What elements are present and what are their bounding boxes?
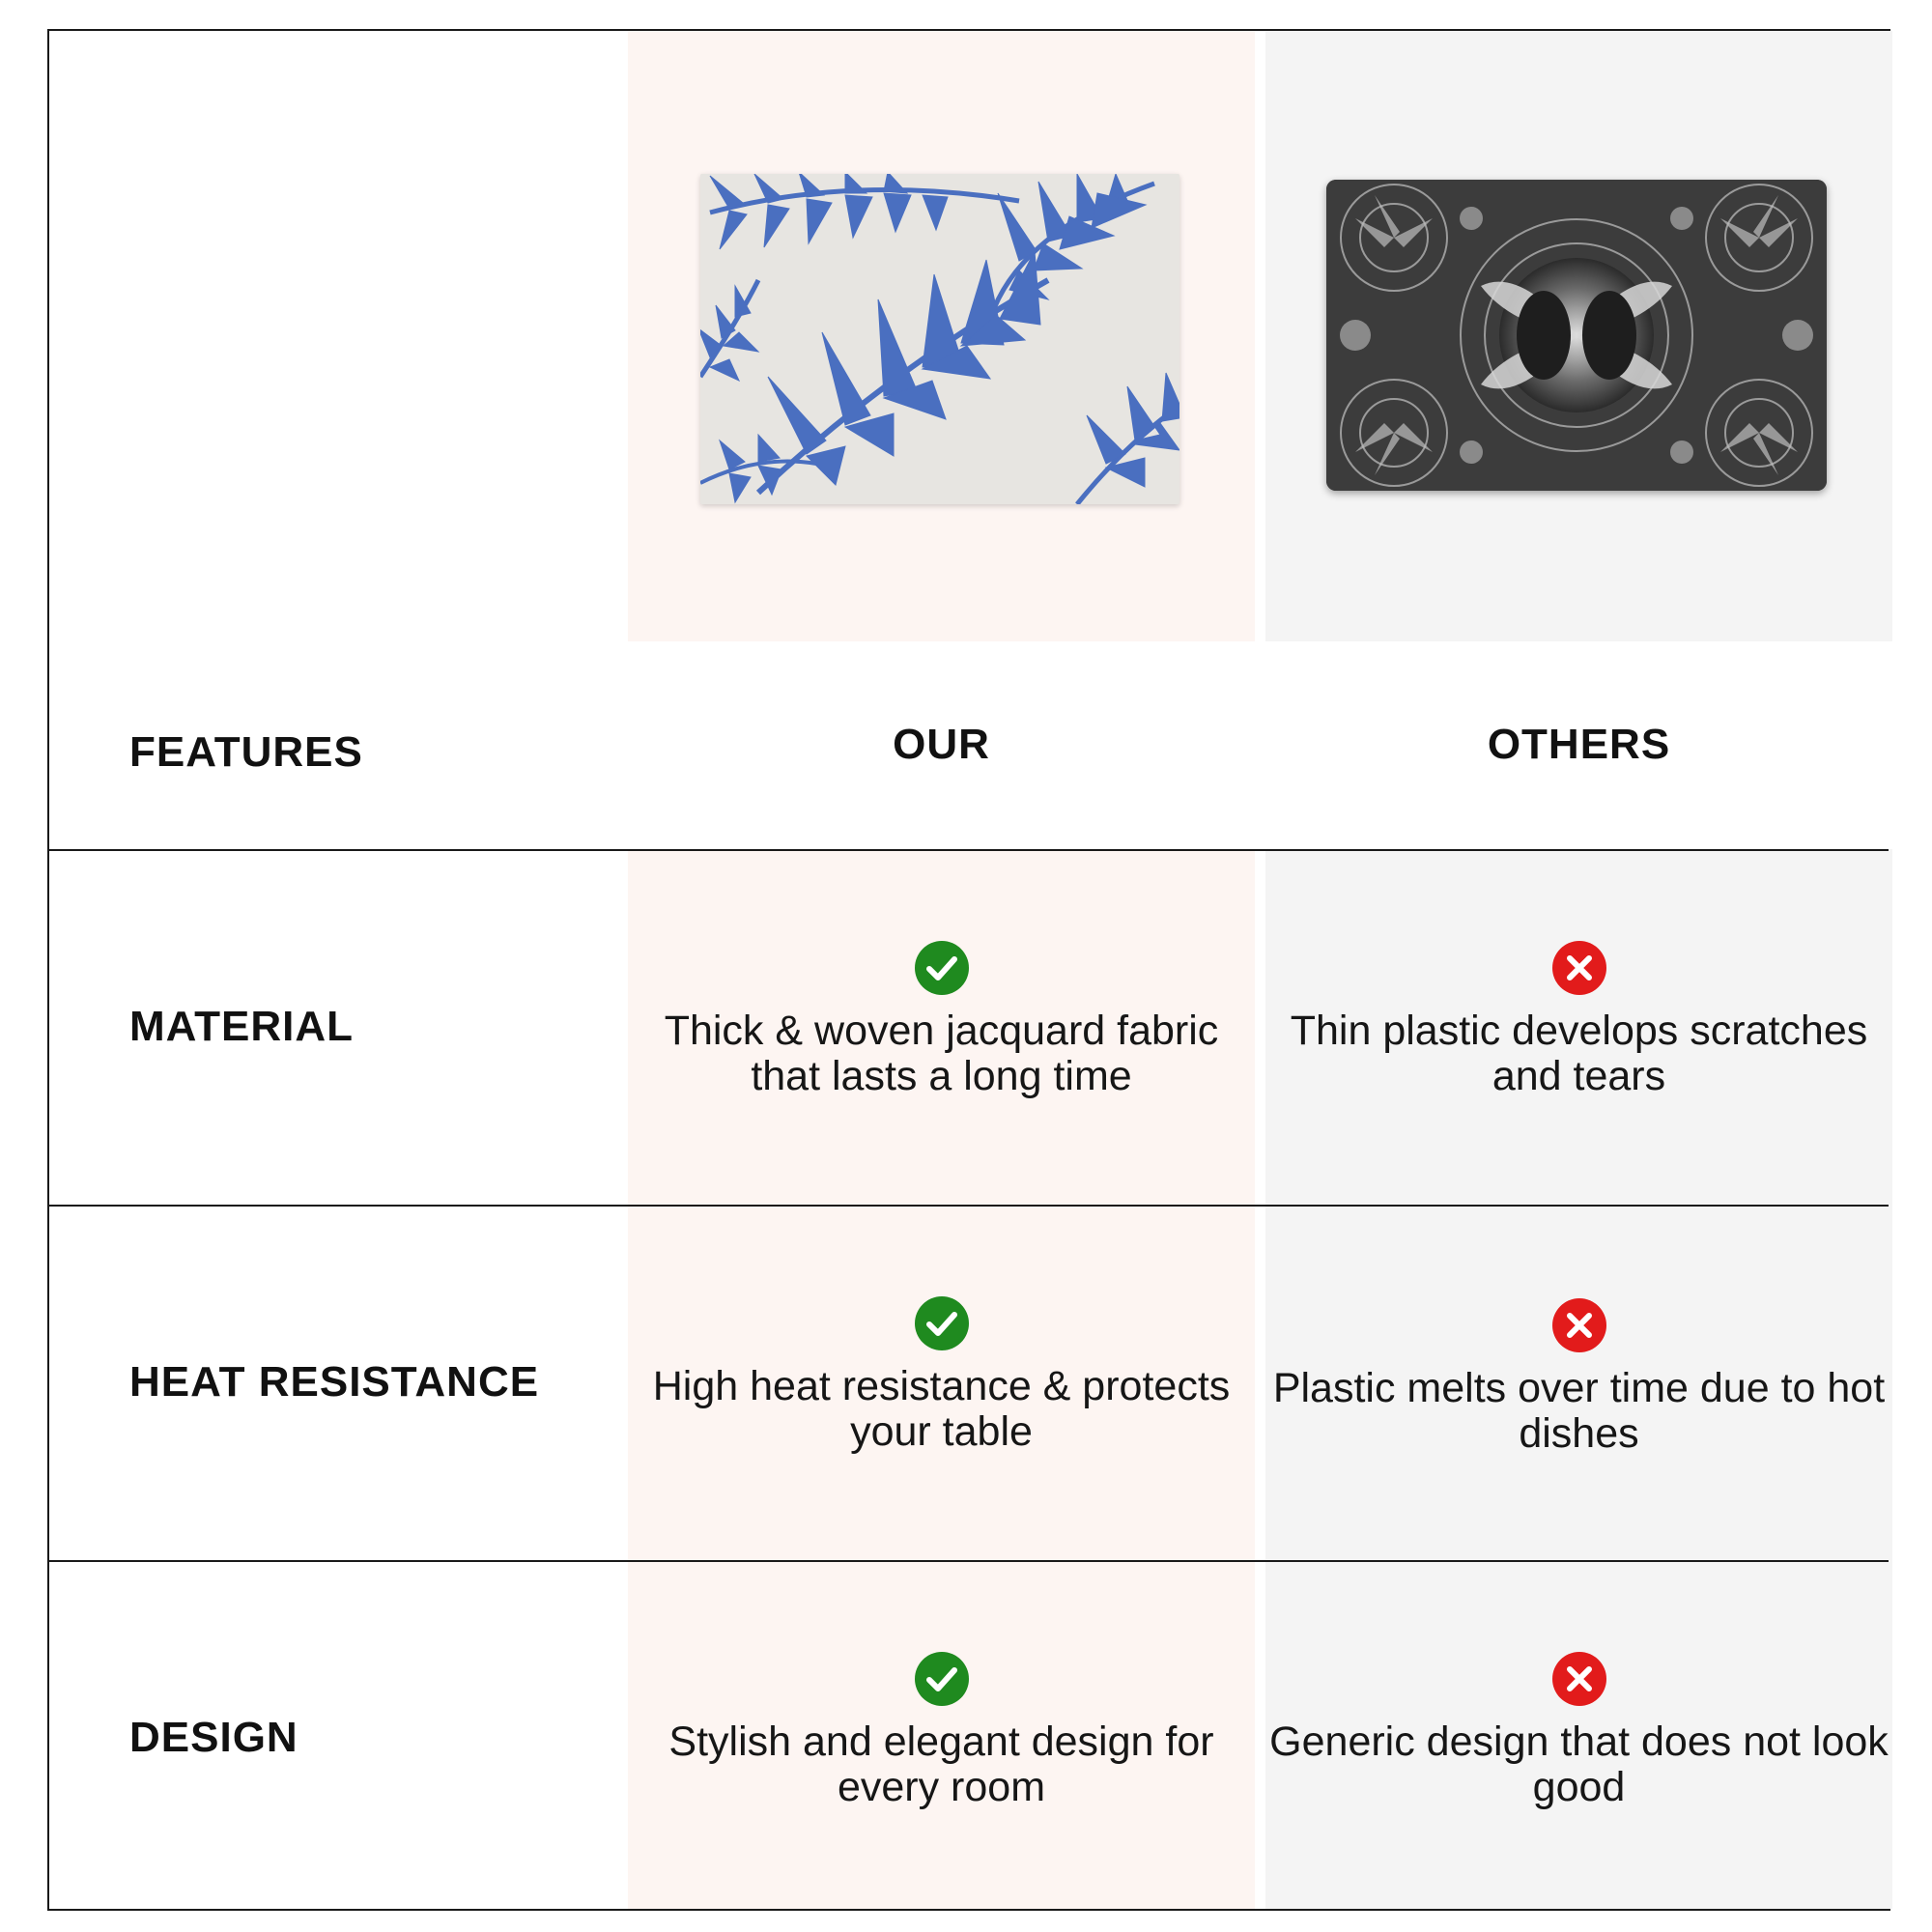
row-label-design: DESIGN <box>129 1714 298 1761</box>
others-design-text: Generic design that does not look good <box>1269 1719 1889 1810</box>
others-placemat-image <box>1326 180 1827 491</box>
features-header: FEATURES <box>129 728 363 776</box>
others-material-text: Thin plastic develops scratches and tears <box>1290 1008 1868 1099</box>
cross-circle-icon <box>1552 941 1606 995</box>
our-heat-cell <box>628 1296 1255 1455</box>
our-design-text: Stylish and elegant design for every room <box>668 1719 1214 1810</box>
row-divider <box>49 1205 1889 1207</box>
others-design-cell <box>1265 1652 1892 1810</box>
our-heat-text: High heat resistance & protects your table <box>652 1363 1231 1455</box>
others-header: OTHERS <box>1487 721 1671 768</box>
cross-circle-icon <box>1552 1298 1606 1352</box>
check-circle-icon <box>915 1652 969 1706</box>
our-design-cell <box>628 1652 1255 1810</box>
row-divider <box>49 849 1889 851</box>
our-header: OUR <box>893 721 990 768</box>
our-material-cell <box>628 941 1255 1099</box>
others-material-cell <box>1265 941 1892 1099</box>
check-circle-icon <box>915 941 969 995</box>
others-heat-cell <box>1265 1298 1892 1457</box>
row-label-heat-resistance: HEAT RESISTANCE <box>129 1358 540 1406</box>
comparison-table <box>47 29 1890 1911</box>
row-divider <box>49 1560 1889 1562</box>
cross-circle-icon <box>1552 1652 1606 1706</box>
our-placemat-image <box>700 174 1179 504</box>
our-material-text: Thick & woven jacquard fabric that lasts a long time <box>664 1008 1219 1099</box>
check-circle-icon <box>915 1296 969 1350</box>
row-label-material: MATERIAL <box>129 1003 355 1050</box>
others-heat-text: Plastic melts over time due to hot dishes <box>1272 1365 1886 1457</box>
